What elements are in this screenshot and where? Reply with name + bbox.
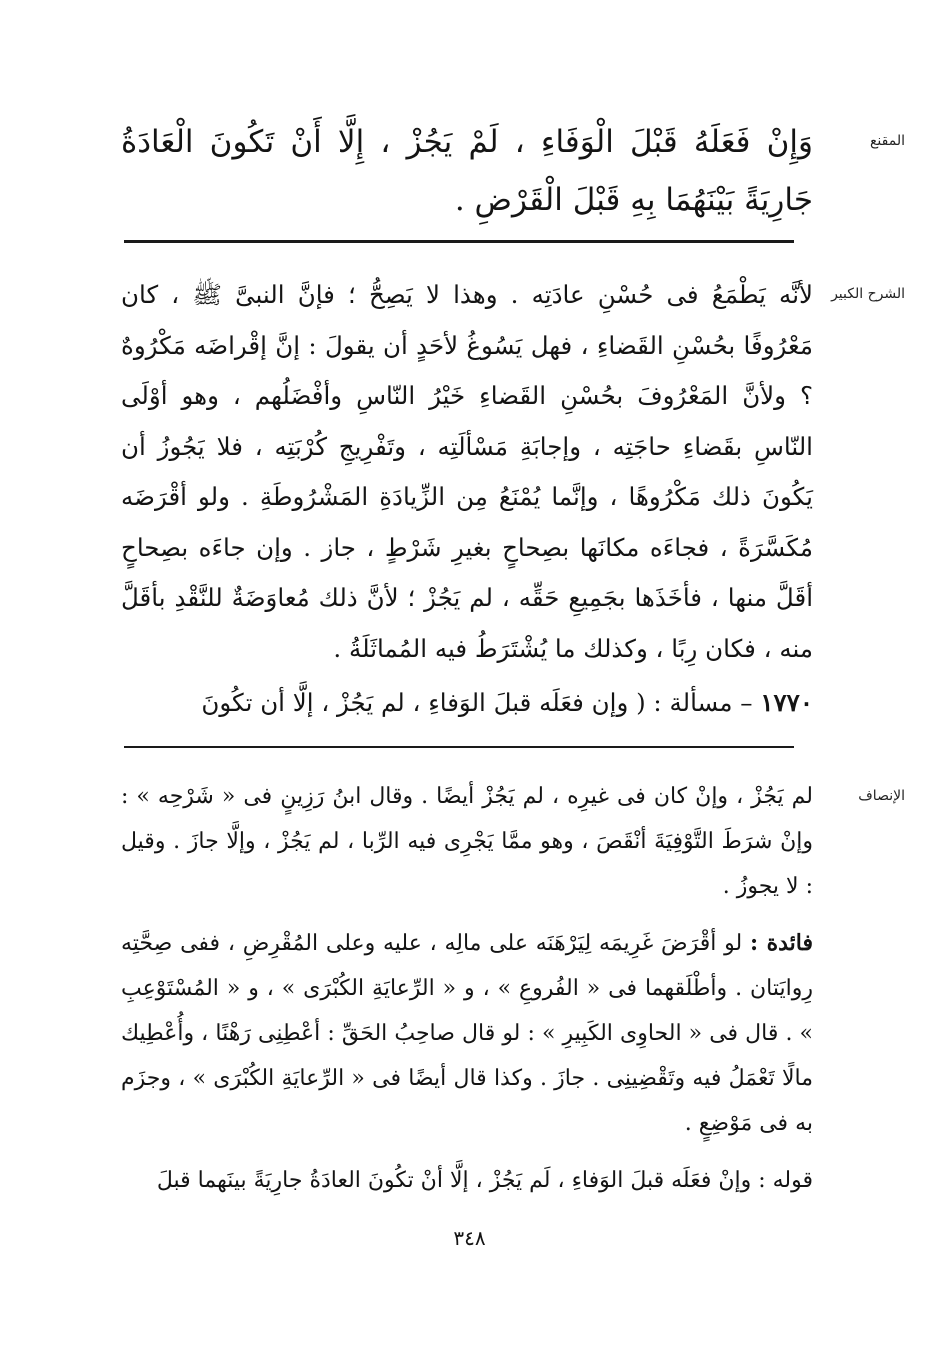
sharh-text: [121, 270, 813, 729]
muqni-text: [121, 113, 813, 229]
masala-text: – مسألة : ( وإن فعَلَه قبلَ الوَفاءِ ، لم يَجُزْ ، إلَّا أن تكُونَ: [201, 688, 753, 717]
masala-line: [121, 678, 813, 729]
insaf-paragraph-3: قوله : وإنْ فعَلَه قبلَ الوَفاءِ ، لَم يَجُزْ ، إلَّا أنْ تكُونَ العادَةُ جارِيَةً بينَهما قبلَ: [156, 1168, 813, 1193]
sharh-paragraph: لأنَّه يَطْمَعُ فى حُسْنِ عادَتِه . وهذا لا يَصِحُّ ؛ فإنَّ النبىَّ ﷺ ، كان مَعْرُوفًا بحُسْنِ القَضاءِ ، فهل يَسُوغُ لأحَدٍ أن يقولَ : إنَّ إقْراضَه مَكْرُوهٌ ؟ ولأنَّ المَعْرُوفَ بحُسْنِ القَضاءِ خَيْرُ النّاسِ وأفْضَلُهم ، وهو أوْلَى النّاسِ بقَضاءِ حاجَتِه ، وإجابَةِ مَسْألَتِه ، وتَفْرِيجِ كُرْبَتِه ، فلا يَجُوزُ أن يَكُونَ ذلك مَكْرُوهًا ، وإنَّما يُمْنَعُ مِن الزِّيادَةِ المَشْرُوطَةِ . ولو أقْرَضَه مُكَسَّرَةً ، فجاءَه مكانَها بصِحاحٍ بغيرِ شَرْطٍ ، جاز . وإن جاءَه بصِحاحٍ أقَلَّ منها ، فأخَذَها بجَمِيعِ حَقِّه ، لم يَجُزْ ؛ لأنَّ ذلك مُعاوَضَةٌ للنَّقْدِ بأقَلَّ منه ، فكان رِبًا ، وكذلك ما يُشْتَرَطُ فيه المُماثَلَةُ .: [121, 280, 813, 663]
insaf-paragraph-2: [121, 921, 813, 1146]
sharh-label: الشرح الكبير: [831, 286, 905, 302]
insaf-section: [0, 774, 939, 1194]
insaf-label: الإنصاف: [858, 788, 905, 804]
masala-number: ١٧٧٠: [760, 688, 813, 717]
muqni-paragraph: وَإِنْ فَعَلَهُ قَبْلَ الْوَفَاءِ ، لَمْ يَجُزْ ، إِلَّا أَنْ تَكُونَ الْعَادَةُ جَارِيَةً بَيْنَهُمَا بِهِ قَبْلَ الْقَرْضِ .: [121, 124, 813, 218]
fawaid-label: فائدة :: [750, 930, 813, 956]
muqni-label: المقنع: [869, 133, 905, 149]
fawaid-text: لو أقْرَضَ غَرِيمَه لِيَرْهَنَه على مالِه ، عليه وعلى المُقْرِضِ ، ففى صِحَّتِه رِوايَتان . وأطْلَقهما فى « الفُروعِ » ، و « الرِّعايَةِ الكُبْرَى » ، و « المُسْتَوْعِبِ » . قال فى « الحاوِى الكَبِيرِ » : لو قال صاحِبُ الحَقِّ : أعْطِنِى رَهْنًا ، وأُعْطِيك مالًا تَعْمَلُ فيه وتَقْضِينِى . جازَ . وكذا قال أيضًا فى « الرِّعايَةِ الكُبْرَى » ، وجزَم به فى مَوْضِعٍ .: [121, 931, 813, 1136]
page-number: ٣٤٨: [453, 1226, 486, 1250]
insaf-paragraph-1: لم يَجُزْ ، وإنْ كان فى غيرِه ، لم يَجُزْ أيضًا . وقال ابنُ رَزِينٍ فى « شَرْحِه » : وإنْ شرَطَ التَّوْفِيَةَ أنْقَصَ ، وهو ممَّا يَجْرِى فيه الرِّبا ، لم يَجُزْ ، وإلَّا جازَ . وقيل : لا يجوزُ .: [121, 784, 813, 899]
insaf-text: [121, 774, 813, 1203]
muqni-section: [0, 113, 939, 235]
sharh-divider: [124, 746, 794, 748]
muqni-divider: [124, 240, 794, 243]
sharh-section: [0, 270, 939, 730]
